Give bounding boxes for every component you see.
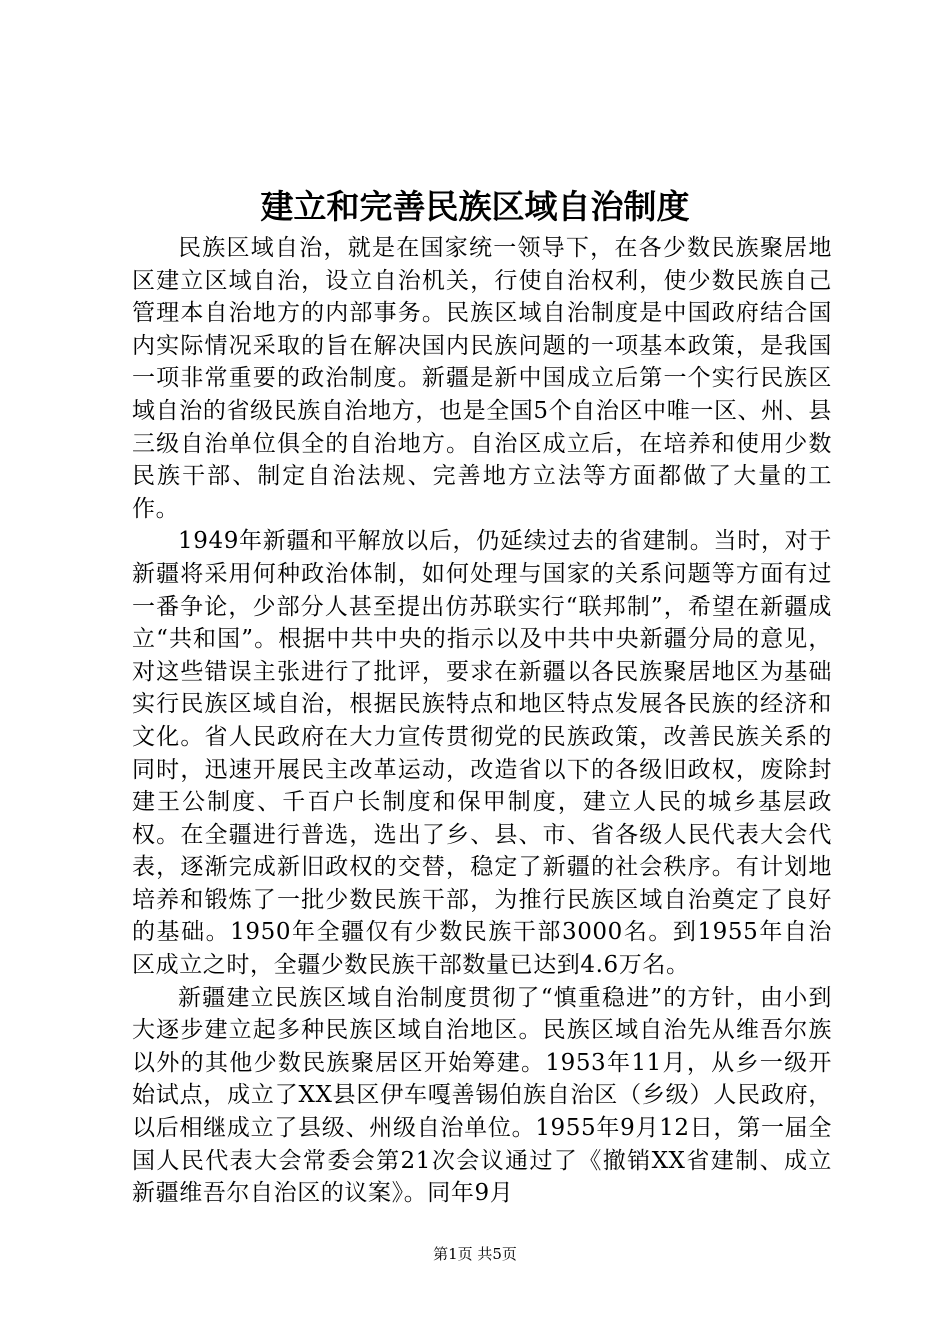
paragraph-1: 民族区域自治，就是在国家统一领导下，在各少数民族聚居地区建立区域自治，设立自治机关，行使自治权利，使少数民族自己管理本自治地方的内部事务。民族区域自治制度是中国政府结合国内实际情况采取的旨在解决国内民族问题的一项基本政策，是我国一项非常重要的政治制度。新疆是新中国成立后第一个实行民族区域自治的省级民族自治地方，也是全国5个自治区中唯一区、州、县三级自治单位俱全的自治地方。自治区成立后，在培养和使用少数民族干部、制定自治法规、完善地方立法等方面都做了大量的工作。	[132, 235, 832, 522]
document-title: 建立和完善民族区域自治制度	[260, 187, 690, 226]
document-body	[132, 232, 832, 1210]
paragraph-2: 1949年新疆和平解放以后，仍延续过去的省建制。当时，对于新疆将采用何种政治体制，如何处理与国家的关系问题等方面有过一番争论，少部分人甚至提出仿苏联实行“联邦制”，希望在新疆成立“共和国”。根据中共中央的指示以及中共中央新疆分局的意见，对这些错误主张进行了批评，要求在新疆以各民族聚居地区为基础实行民族区域自治，根据民族特点和地区特点发展各民族的经济和文化。省人民政府在大力宣传贯彻党的民族政策，改善民族关系的同时，迅速开展民主改革运动，改造省以下的各级旧政权，废除封建王公制度、千百户长制度和保甲制度，建立人民的城乡基层政权。在全疆进行普选，选出了乡、县、市、省各级人民代表大会代表，逐渐完成新旧政权的交替，稳定了新疆的社会秩序。有计划地培养和锻炼了一批少数民族干部，为推行民族区域自治奠定了良好的基础。1950年全疆仅有少数民族干部3000名。到1955年自治区成立之时，全疆少数民族干部数量已达到4.6万名。	[132, 528, 832, 979]
page-footer: 第1页 共5页	[433, 1245, 517, 1263]
paragraph-3: 新疆建立民族区域自治制度贯彻了“慎重稳进”的方针，由小到大逐步建立起多种民族区域自治地区。民族区域自治先从维吾尔族以外的其他少数民族聚居区开始筹建。1953年11月，从乡一级开始试点，成立了XX县区伊车嘎善锡伯族自治区（乡级）人民政府，以后相继成立了县级、州级自治单位。1955年9月12日，第一届全国人民代表大会常委会第21次会议通过了《撤销XX省建制、成立新疆维吾尔自治区的议案》。同年9月	[132, 984, 832, 1207]
